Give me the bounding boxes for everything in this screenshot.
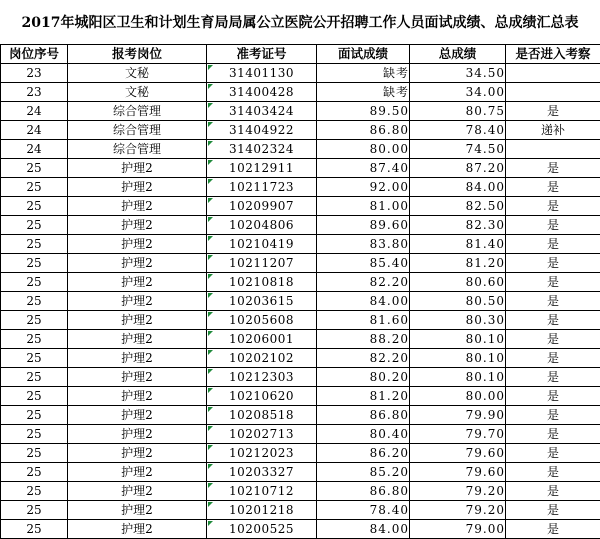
table-row — [1, 159, 600, 178]
interview-score-cell[interactable]: 86.80 — [317, 482, 410, 501]
interview-score-cell[interactable]: 83.80 — [317, 235, 410, 254]
total-score-cell[interactable]: 81.20 — [410, 254, 506, 273]
post-cell[interactable]: 护理2 — [68, 292, 207, 311]
total-score-cell[interactable]: 79.20 — [410, 482, 506, 501]
ticket-no-cell[interactable]: 10210419 — [207, 235, 317, 254]
position-no-cell[interactable]: 25 — [1, 501, 68, 520]
interview-score-cell[interactable]: 88.20 — [317, 330, 410, 349]
position-no-cell[interactable]: 25 — [1, 406, 68, 425]
interview-score-cell[interactable]: 92.00 — [317, 178, 410, 197]
position-no-cell[interactable]: 25 — [1, 444, 68, 463]
ticket-no-cell[interactable]: 10201218 — [207, 501, 317, 520]
interview-score-cell[interactable]: 89.60 — [317, 216, 410, 235]
total-score-cell[interactable]: 79.00 — [410, 520, 506, 539]
ticket-no-cell[interactable]: 10212023 — [207, 444, 317, 463]
table-row — [1, 463, 600, 482]
table-row — [1, 140, 600, 159]
total-score-cell[interactable]: 80.75 — [410, 102, 506, 121]
post-cell[interactable]: 护理2 — [68, 463, 207, 482]
table-row — [1, 216, 600, 235]
position-no-cell[interactable]: 25 — [1, 159, 68, 178]
post-cell[interactable]: 护理2 — [68, 501, 207, 520]
position-no-cell[interactable]: 25 — [1, 520, 68, 539]
enter-inspection-cell[interactable]: 递补 — [506, 121, 600, 140]
col-header-post: 报考岗位 — [68, 45, 207, 64]
ticket-no-cell[interactable]: 10212303 — [207, 368, 317, 387]
total-score-cell[interactable]: 81.40 — [410, 235, 506, 254]
position-no-cell[interactable]: 25 — [1, 216, 68, 235]
col-header-position-no: 岗位序号 — [1, 45, 68, 64]
ticket-no-cell[interactable]: 10211207 — [207, 254, 317, 273]
enter-inspection-cell[interactable]: 是 — [506, 349, 600, 368]
ticket-no-cell[interactable]: 10202713 — [207, 425, 317, 444]
enter-inspection-cell[interactable]: 是 — [506, 330, 600, 349]
total-score-cell[interactable]: 82.30 — [410, 216, 506, 235]
interview-score-cell[interactable]: 78.40 — [317, 501, 410, 520]
table-row — [1, 235, 600, 254]
table-row — [1, 406, 600, 425]
interview-score-cell[interactable]: 80.40 — [317, 425, 410, 444]
position-no-cell[interactable]: 23 — [1, 64, 68, 83]
post-cell[interactable]: 护理2 — [68, 482, 207, 501]
enter-inspection-cell[interactable]: 是 — [506, 235, 600, 254]
enter-inspection-cell[interactable]: 是 — [506, 178, 600, 197]
position-no-cell[interactable]: 25 — [1, 178, 68, 197]
position-no-cell[interactable]: 25 — [1, 330, 68, 349]
table-row — [1, 349, 600, 368]
interview-score-cell[interactable]: 86.80 — [317, 121, 410, 140]
ticket-no-cell[interactable]: 10210818 — [207, 273, 317, 292]
table-row — [1, 425, 600, 444]
interview-score-cell[interactable]: 81.20 — [317, 387, 410, 406]
table-row — [1, 102, 600, 121]
position-no-cell[interactable]: 25 — [1, 368, 68, 387]
total-score-cell[interactable]: 80.10 — [410, 368, 506, 387]
enter-inspection-cell[interactable]: 是 — [506, 425, 600, 444]
total-score-cell[interactable]: 79.60 — [410, 444, 506, 463]
position-no-cell[interactable]: 25 — [1, 254, 68, 273]
total-score-cell[interactable]: 82.50 — [410, 197, 506, 216]
interview-score-cell[interactable]: 84.00 — [317, 520, 410, 539]
enter-inspection-cell[interactable]: 是 — [506, 444, 600, 463]
interview-score-cell[interactable]: 82.20 — [317, 349, 410, 368]
post-cell[interactable]: 综合管理 — [68, 121, 207, 140]
position-no-cell[interactable]: 25 — [1, 235, 68, 254]
enter-inspection-cell[interactable] — [506, 64, 600, 83]
total-score-cell[interactable]: 34.00 — [410, 83, 506, 102]
interview-score-cell[interactable]: 86.80 — [317, 406, 410, 425]
total-score-cell[interactable]: 80.50 — [410, 292, 506, 311]
position-no-cell[interactable]: 25 — [1, 311, 68, 330]
ticket-no-cell[interactable]: 10205608 — [207, 311, 317, 330]
table-body — [1, 64, 600, 539]
total-score-cell[interactable]: 34.50 — [410, 64, 506, 83]
position-no-cell[interactable]: 25 — [1, 425, 68, 444]
enter-inspection-cell[interactable]: 是 — [506, 292, 600, 311]
ticket-no-cell[interactable]: 10208518 — [207, 406, 317, 425]
post-cell[interactable]: 护理2 — [68, 273, 207, 292]
position-no-cell[interactable]: 23 — [1, 83, 68, 102]
table-row — [1, 387, 600, 406]
position-no-cell[interactable]: 24 — [1, 140, 68, 159]
post-cell[interactable]: 文秘 — [68, 83, 207, 102]
post-cell[interactable]: 护理2 — [68, 254, 207, 273]
col-header-interview-score: 面试成绩 — [317, 45, 410, 64]
interview-score-cell[interactable]: 85.20 — [317, 463, 410, 482]
ticket-no-cell[interactable]: 10211723 — [207, 178, 317, 197]
table-row — [1, 368, 600, 387]
post-cell[interactable]: 护理2 — [68, 178, 207, 197]
table-row — [1, 501, 600, 520]
ticket-no-cell[interactable]: 10210620 — [207, 387, 317, 406]
interview-score-cell[interactable]: 缺考 — [317, 83, 410, 102]
post-cell[interactable]: 护理2 — [68, 387, 207, 406]
position-no-cell[interactable]: 25 — [1, 292, 68, 311]
enter-inspection-cell[interactable] — [506, 83, 600, 102]
table-row — [1, 292, 600, 311]
total-score-cell[interactable]: 80.00 — [410, 387, 506, 406]
post-cell[interactable]: 护理2 — [68, 425, 207, 444]
post-cell[interactable]: 护理2 — [68, 444, 207, 463]
ticket-no-cell[interactable]: 31403424 — [207, 102, 317, 121]
position-no-cell[interactable]: 25 — [1, 197, 68, 216]
sheet-title: 2017年城阳区卫生和计划生育局局属公立医院公开招聘工作人员面试成绩、总成绩汇总表 — [0, 0, 600, 44]
position-no-cell[interactable]: 25 — [1, 349, 68, 368]
ticket-no-cell[interactable]: 10204806 — [207, 216, 317, 235]
post-cell[interactable]: 护理2 — [68, 330, 207, 349]
post-cell[interactable]: 护理2 — [68, 159, 207, 178]
results-table — [0, 44, 600, 539]
ticket-no-cell[interactable]: 10206001 — [207, 330, 317, 349]
col-header-ticket-no: 准考证号 — [207, 45, 317, 64]
position-no-cell[interactable]: 25 — [1, 273, 68, 292]
total-score-cell[interactable]: 79.20 — [410, 501, 506, 520]
ticket-no-cell[interactable]: 10203615 — [207, 292, 317, 311]
position-no-cell[interactable]: 24 — [1, 102, 68, 121]
interview-score-cell[interactable]: 82.20 — [317, 273, 410, 292]
position-no-cell[interactable]: 24 — [1, 121, 68, 140]
table-row — [1, 254, 600, 273]
total-score-cell[interactable]: 80.60 — [410, 273, 506, 292]
enter-inspection-cell[interactable]: 是 — [506, 463, 600, 482]
interview-score-cell[interactable]: 81.00 — [317, 197, 410, 216]
total-score-cell[interactable]: 80.30 — [410, 311, 506, 330]
post-cell[interactable]: 护理2 — [68, 197, 207, 216]
enter-inspection-cell[interactable]: 是 — [506, 197, 600, 216]
total-score-cell[interactable]: 80.10 — [410, 330, 506, 349]
total-score-cell[interactable]: 84.00 — [410, 178, 506, 197]
enter-inspection-cell[interactable]: 是 — [506, 216, 600, 235]
col-header-total-score: 总成绩 — [410, 45, 506, 64]
enter-inspection-cell[interactable]: 是 — [506, 406, 600, 425]
position-no-cell[interactable]: 25 — [1, 463, 68, 482]
total-score-cell[interactable]: 79.90 — [410, 406, 506, 425]
interview-score-cell[interactable]: 86.20 — [317, 444, 410, 463]
ticket-no-cell[interactable]: 31404922 — [207, 121, 317, 140]
ticket-no-cell[interactable]: 10203327 — [207, 463, 317, 482]
post-cell[interactable]: 护理2 — [68, 311, 207, 330]
interview-score-cell[interactable]: 84.00 — [317, 292, 410, 311]
position-no-cell[interactable]: 25 — [1, 387, 68, 406]
ticket-no-cell[interactable]: 10212911 — [207, 159, 317, 178]
enter-inspection-cell[interactable]: 是 — [506, 482, 600, 501]
enter-inspection-cell[interactable]: 是 — [506, 520, 600, 539]
table-row — [1, 311, 600, 330]
post-cell[interactable]: 综合管理 — [68, 140, 207, 159]
post-cell[interactable]: 护理2 — [68, 235, 207, 254]
enter-inspection-cell[interactable]: 是 — [506, 159, 600, 178]
table-row — [1, 197, 600, 216]
header-row — [1, 45, 600, 64]
post-cell[interactable]: 护理2 — [68, 520, 207, 539]
table-row — [1, 482, 600, 501]
table-row — [1, 64, 600, 83]
table-row — [1, 178, 600, 197]
post-cell[interactable]: 综合管理 — [68, 102, 207, 121]
post-cell[interactable]: 护理2 — [68, 368, 207, 387]
table-row — [1, 444, 600, 463]
enter-inspection-cell[interactable]: 是 — [506, 102, 600, 121]
interview-score-cell[interactable]: 89.50 — [317, 102, 410, 121]
enter-inspection-cell[interactable]: 是 — [506, 368, 600, 387]
enter-inspection-cell[interactable]: 是 — [506, 254, 600, 273]
total-score-cell[interactable]: 79.70 — [410, 425, 506, 444]
enter-inspection-cell[interactable] — [506, 140, 600, 159]
total-score-cell[interactable]: 79.60 — [410, 463, 506, 482]
post-cell[interactable]: 文秘 — [68, 64, 207, 83]
table-row — [1, 121, 600, 140]
enter-inspection-cell[interactable]: 是 — [506, 387, 600, 406]
post-cell[interactable]: 护理2 — [68, 349, 207, 368]
ticket-no-cell[interactable]: 31401130 — [207, 64, 317, 83]
ticket-no-cell[interactable]: 10202102 — [207, 349, 317, 368]
ticket-no-cell[interactable]: 10210712 — [207, 482, 317, 501]
post-cell[interactable]: 护理2 — [68, 216, 207, 235]
interview-score-cell[interactable]: 85.40 — [317, 254, 410, 273]
enter-inspection-cell[interactable]: 是 — [506, 311, 600, 330]
enter-inspection-cell[interactable]: 是 — [506, 501, 600, 520]
interview-score-cell[interactable]: 80.00 — [317, 140, 410, 159]
total-score-cell[interactable]: 80.10 — [410, 349, 506, 368]
table-row — [1, 83, 600, 102]
total-score-cell[interactable]: 74.50 — [410, 140, 506, 159]
total-score-cell[interactable]: 78.40 — [410, 121, 506, 140]
post-cell[interactable]: 护理2 — [68, 406, 207, 425]
table-row — [1, 273, 600, 292]
interview-score-cell[interactable]: 87.40 — [317, 159, 410, 178]
ticket-no-cell[interactable]: 31402324 — [207, 140, 317, 159]
position-no-cell[interactable]: 25 — [1, 482, 68, 501]
col-header-enter-inspection: 是否进入考察 — [506, 45, 600, 64]
interview-score-cell[interactable]: 81.60 — [317, 311, 410, 330]
total-score-cell[interactable]: 87.20 — [410, 159, 506, 178]
ticket-no-cell[interactable]: 31400428 — [207, 83, 317, 102]
table-row — [1, 330, 600, 349]
ticket-no-cell[interactable]: 10200525 — [207, 520, 317, 539]
table-row — [1, 520, 600, 539]
enter-inspection-cell[interactable]: 是 — [506, 273, 600, 292]
interview-score-cell[interactable]: 缺考 — [317, 64, 410, 83]
ticket-no-cell[interactable]: 10209907 — [207, 197, 317, 216]
interview-score-cell[interactable]: 80.20 — [317, 368, 410, 387]
